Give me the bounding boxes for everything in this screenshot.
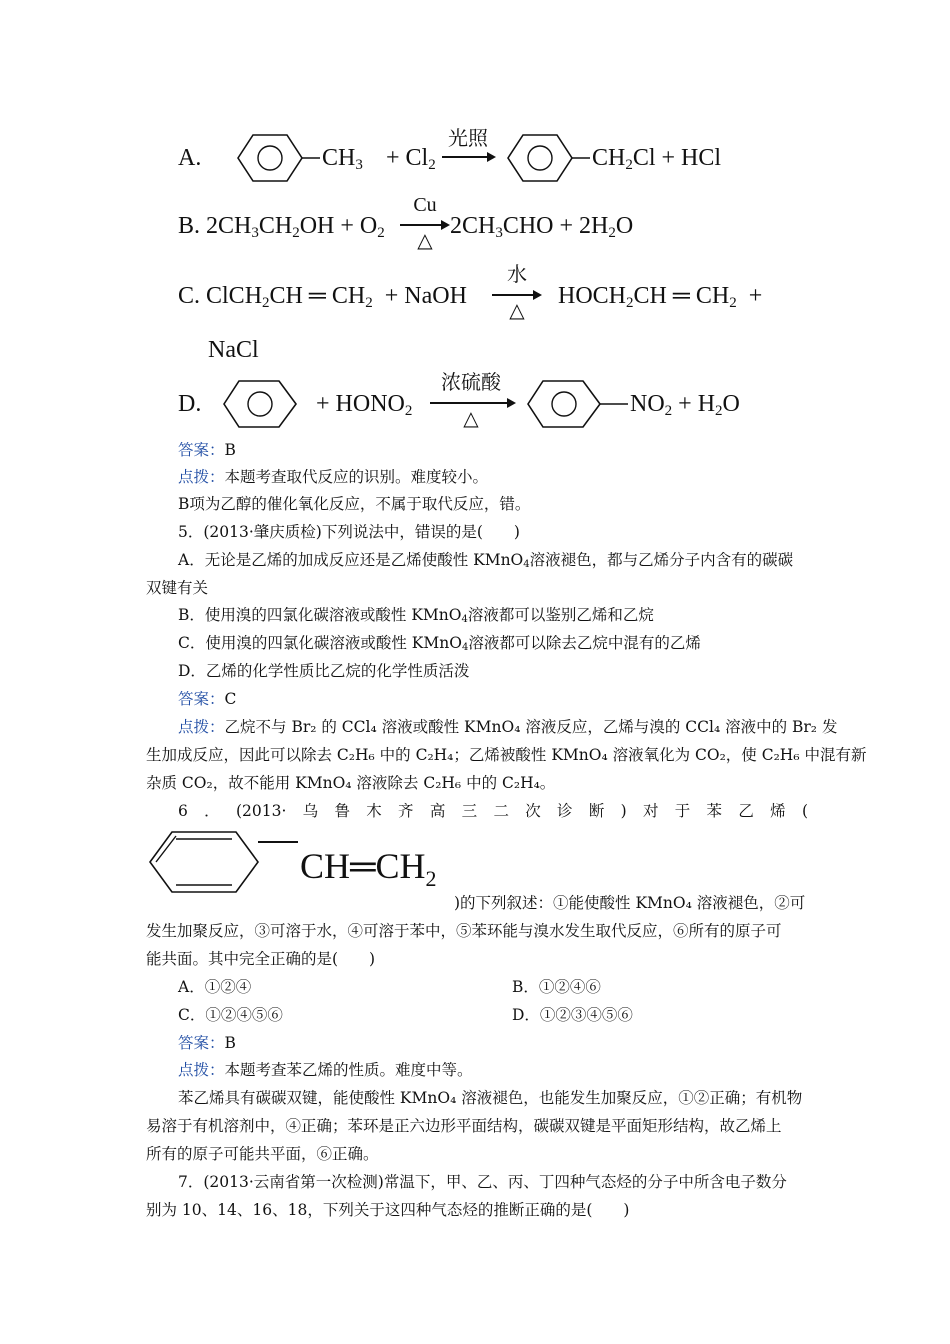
- q6-option-b: B．①②④⑥: [512, 978, 601, 996]
- benzene-ring-icon: [220, 131, 320, 185]
- q7-stem: 7．(2013·云南省第一次检测)常温下，甲、乙、丙、丁四种气态烃的分子中所含电子数分: [178, 1173, 787, 1191]
- eq-b-reactants: B. $2CH_3CH_2OH + O_2$: [178, 213, 385, 241]
- eq-b-condition-bottom: △: [417, 230, 433, 252]
- reaction-arrow-icon: [442, 156, 494, 158]
- q6-structure-formula: $CH═CH_2$: [300, 846, 437, 891]
- eq-a-product: $CH_2Cl$ + HCl: [592, 145, 722, 173]
- eq-b-products: $2CH_3CHO + 2H_2O$: [450, 213, 634, 241]
- q6-option-c: C．①②④⑤⑥: [178, 1006, 283, 1024]
- q5-option-b: B．使用溴的四氯化碳溶液或酸性 KMnO$_4$溶液都可以鉴别乙烯和乙烷: [178, 606, 654, 625]
- q5-option-c: C．使用溴的四氯化碳溶液或酸性 KMnO$_4$溶液都可以除去乙烷中混有的乙烯: [178, 634, 701, 653]
- benzene-ring-icon: [522, 377, 628, 431]
- eq-c-reactants: C. ClCH$_2$CH ═ $CH_2$ + NaOH: [178, 283, 467, 311]
- q5-stem: 5．(2013·肇庆质检)下列说法中，错误的是( ): [178, 523, 520, 541]
- q5-hint: 点拨：乙烷不与 Br₂ 的 CCl₄ 溶液或酸性 KMnO₄ 溶液反应，乙烯与溴的 CCl₄ 溶液中的 Br₂ 发: [178, 718, 838, 736]
- q6-option-a: A．①②④: [178, 978, 252, 996]
- eq-a-condition: 光照: [448, 128, 488, 150]
- eq-a-cl2: + $Cl_2$: [386, 145, 436, 173]
- benzene-ring-icon: [146, 828, 266, 896]
- reaction-arrow-icon: [492, 294, 540, 296]
- reaction-arrow-icon: [430, 402, 514, 404]
- eq-a-ch3: $CH_3$: [322, 145, 363, 173]
- q6-answer: 答案：B: [178, 1034, 236, 1052]
- q6-option-d: D．①②③④⑤⑥: [512, 1006, 633, 1024]
- reaction-arrow-icon: [400, 224, 448, 226]
- q6-stem-line3: 发生加聚反应，③可溶于水，④可溶于苯中，⑤苯环能与溴水发生取代反应，⑥所有的原子可: [146, 922, 782, 940]
- eq-c-condition-bottom: △: [509, 300, 525, 322]
- q5-answer: 答案：C: [178, 690, 237, 708]
- eq-a-label: A.: [178, 145, 202, 171]
- q6-stem-line4: 能共面。其中完全正确的是( ): [146, 950, 376, 968]
- q6-explanation: 苯乙烯具有碳碳双键，能使酸性 KMnO₄ 溶液褪色，也能发生加聚反应，①②正确；有机物: [178, 1089, 803, 1107]
- benzene-ring-icon: [490, 131, 590, 185]
- q6-stem: 6．(2013·乌鲁木齐高三二次诊断)对于苯乙烯(: [178, 802, 808, 820]
- q6-explanation-line2: 易溶于有机溶剂中，④正确；苯环是正六边形平面结构，碳碳双键是平面矩形结构，故乙烯上: [146, 1117, 782, 1135]
- q4-hint: 点拨：本题考查取代反应的识别。难度较小。: [178, 468, 489, 486]
- eq-c-condition-top: 水: [507, 264, 527, 286]
- eq-d-reagent: + $HONO_2$: [316, 391, 413, 419]
- eq-d-label: D.: [178, 391, 202, 417]
- eq-d-condition-bottom: △: [463, 408, 479, 430]
- q6-explanation-line3: 所有的原子可能共平面，⑥正确。: [146, 1145, 379, 1163]
- eq-c-products: $HOCH_2CH$ ═ $CH_2$ +: [558, 283, 763, 311]
- eq-b-condition-top: Cu: [413, 194, 437, 216]
- q5-option-a: A．无论是乙烯的加成反应还是乙烯使酸性 KMnO$_4$溶液褪色，都与乙烯分子内含有的碳碳: [178, 551, 794, 570]
- q5-option-a-cont: 双键有关: [146, 579, 209, 597]
- eq-d-products: $NO_2 + H_2O$: [630, 391, 740, 419]
- q5-option-d: D．乙烯的化学性质比乙烷的化学性质活泼: [178, 662, 470, 680]
- eq-d-condition-top: 浓硫酸: [441, 372, 501, 394]
- q6-hint: 点拨：本题考查苯乙烯的性质。难度中等。: [178, 1061, 473, 1079]
- q4-answer: 答案：B: [178, 441, 236, 459]
- q6-stem-line2: )的下列叙述：①能使酸性 KMnO₄ 溶液褪色，②可: [454, 894, 806, 912]
- q7-stem-line2: 别为 10、14、16、18，下列关于这四种气态烃的推断正确的是( ): [146, 1201, 630, 1219]
- q4-explanation: B项为乙醇的催化氧化反应，不属于取代反应，错。: [178, 495, 531, 513]
- bond-line: [258, 841, 298, 843]
- q5-hint-line3: 杂质 CO₂，故不能用 KMnO₄ 溶液除去 C₂H₆ 中的 C₂H₄。: [146, 774, 556, 792]
- document-page: A. $CH_3$ + $Cl_2$ 光照 $CH_2Cl$ + HCl B. $2CH_3CH_2OH + O_2$ Cu △ $2CH_3CHO + 2H_2O$ C. ClCH$_2$CH ═ $CH_2$ + NaOH 水 △ $HOCH_2CH$ ═ $CH_2$ + NaCl D. + $HONO_2$ 浓硫酸 △ $NO_2 + H_2O$ 答案：B 点拨：本题考查取代反应的识别。难度较小。 B项为乙醇的催化氧化反应，不属于取代反应，错。 5．(2013·肇庆质检)下列说法中，错误的是( ) A．无论是乙烯的加成反应还是乙烯使酸性 KMnO$_4$溶液褪色，都与乙烯分子内含有的碳碳 双键有关 B．使用溴的四氯化碳溶液或酸性 KMnO$_4$溶液都可以鉴别乙烯和乙烷 C．使用溴的四氯化碳溶液或酸性 KMnO$_4$溶液都可以除去乙烷中混有的乙烯 D．乙烯的化学性质比乙烷的化学性质活泼 答案：C 点拨：乙烷不与 Br₂ 的 CCl₄ 溶液或酸性 KMnO₄ 溶液反应，乙烯与溴的 CCl₄ 溶液中的 Br₂ 发 生加成反应，因此可以除去 C₂H₆ 中的 C₂H₄；乙烯被酸性 KMnO₄ 溶液氧化为 CO₂，使 C₂H₆ 中混有新 杂质 CO₂，故不能用 KMnO₄ 溶液除去 C₂H₆ 中的 C₂H₄。 6．(2013·乌鲁木齐高三二次诊断)对于苯乙烯( $CH═CH_2$ )的下列叙述：①能使酸性 KMnO₄ 溶液褪色，②可 发生加聚反应，③可溶于水，④可溶于苯中，⑤苯环能与溴水发生取代反应，⑥所有的原子可 能共面。其中完全正确的是( ) A．①②④ B．①②④⑥ C．①②④⑤⑥ D．①②③④⑤⑥ 答案：B 点拨：本题考查苯乙烯的性质。难度中等。 苯乙烯具有碳碳双键，能使酸性 KMnO₄ 溶液褪色，也能发生加聚反应，①②正确；有机物 易溶于有机溶剂中，④正确；苯环是正六边形平面结构，碳碳双键是平面矩形结构，故乙烯上 所有的原子可能共平面，⑥正确。 7．(2013·云南省第一次检测)常温下，甲、乙、丙、丁四种气态烃的分子中所含电子数分 别为 10、14、16、18，下列关于这四种气态烃的推断正确的是( ): [146, 128, 867, 1219]
- benzene-ring-icon: [220, 377, 302, 431]
- q5-hint-line2: 生加成反应，因此可以除去 C₂H₆ 中的 C₂H₄；乙烯被酸性 KMnO₄ 溶液氧化为 CO₂，使 C₂H₆ 中混有新: [146, 746, 867, 764]
